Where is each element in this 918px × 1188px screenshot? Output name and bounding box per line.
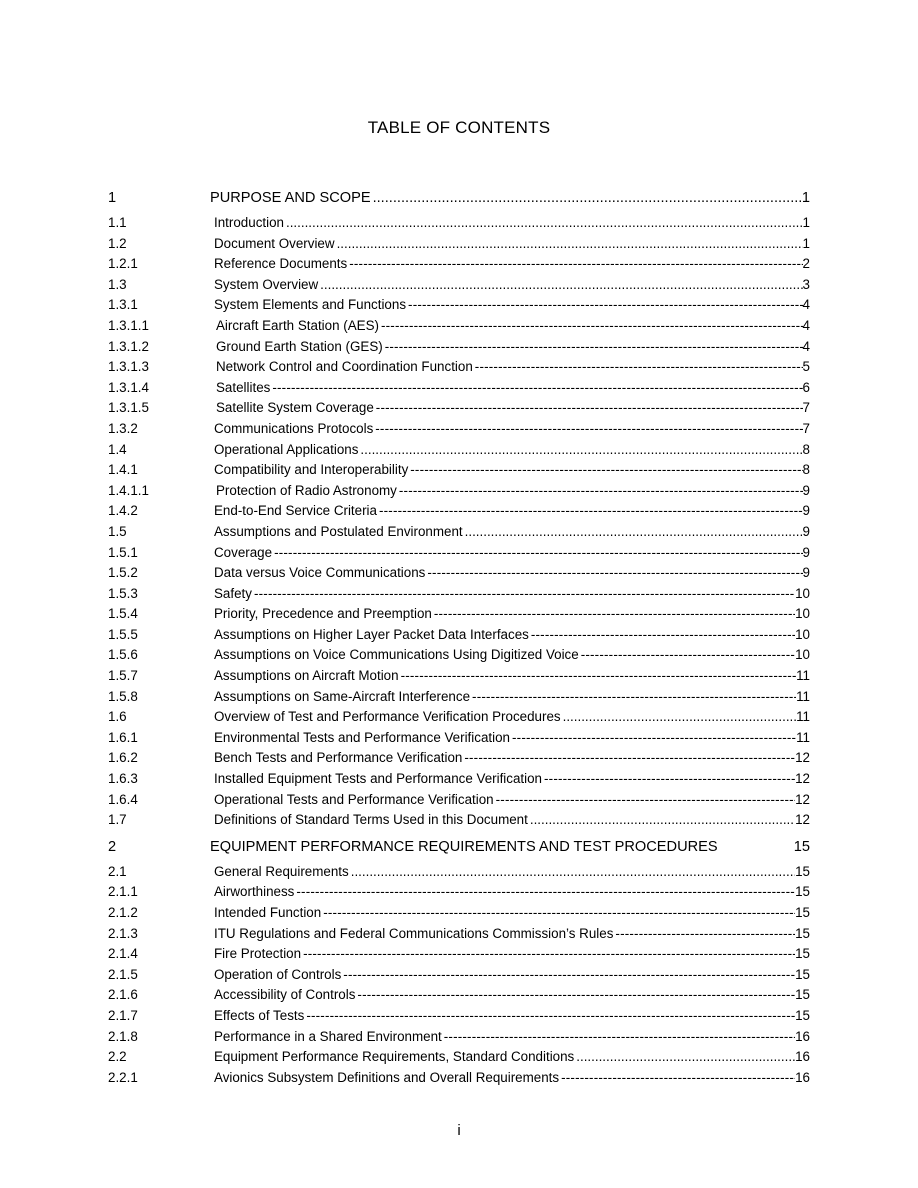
toc-entry-number: 2.1.3 <box>108 925 138 941</box>
toc-leader <box>399 481 803 502</box>
toc-entry[interactable] <box>108 1068 810 1089</box>
toc-entry-number: 1.3.1 <box>108 297 138 313</box>
toc-entry-number: 1.3.1.5 <box>108 400 149 416</box>
toc-entry-page: 15 <box>795 987 810 1003</box>
toc-entry-number: 1.4.2 <box>108 503 138 519</box>
toc-entry-title: Assumptions on Aircraft Motion <box>214 668 399 684</box>
toc-entry-number: 1.6.3 <box>108 771 138 787</box>
toc-entry-page: 1 <box>802 235 810 251</box>
toc-entry-title: Document Overview <box>214 235 335 251</box>
toc-entry[interactable] <box>108 563 810 584</box>
toc-entry[interactable] <box>108 481 810 502</box>
toc-entry-title: Environmental Tests and Performance Verification <box>214 729 510 745</box>
toc-leader <box>254 584 795 605</box>
toc-leader <box>444 1027 795 1048</box>
toc-entry[interactable] <box>108 965 810 986</box>
toc-entry[interactable] <box>108 833 810 861</box>
toc-entry-title: System Elements and Functions <box>214 297 407 313</box>
toc-leader <box>531 625 795 646</box>
toc-leader <box>349 254 802 275</box>
toc-entry-title: Protection of Radio Astronomy <box>216 482 397 498</box>
toc-entry[interactable] <box>108 316 810 337</box>
toc-leader <box>351 862 795 883</box>
toc-entry-page: 15 <box>795 925 810 941</box>
toc-entry-page: 15 <box>795 905 810 920</box>
toc-leader <box>475 357 803 378</box>
toc-entry-page: 11 <box>796 688 810 704</box>
toc-entry[interactable] <box>108 790 810 811</box>
toc-entry-page: 12 <box>795 812 810 828</box>
toc-entry-title: Airworthiness <box>214 884 295 900</box>
toc-entry-page: 1 <box>801 190 810 206</box>
toc-entry-title: End-to-End Service Criteria <box>214 503 377 519</box>
toc-entry-title: System Overview <box>214 276 319 292</box>
toc-entry[interactable] <box>108 810 810 831</box>
toc-entry[interactable] <box>108 184 810 212</box>
toc-leader <box>323 903 795 924</box>
toc-entry-title: ITU Regulations and Federal Communications Commission’s Rules <box>214 925 614 941</box>
toc-entry-page: 12 <box>795 791 810 807</box>
toc-leader <box>434 604 795 625</box>
toc-entry-number: 1.5.7 <box>108 668 138 684</box>
toc-entry-page: 3 <box>802 276 810 292</box>
page-number: i <box>457 1122 461 1139</box>
toc-entry-page: 11 <box>796 668 810 684</box>
toc-entry-title: Communications Protocols <box>214 420 374 436</box>
toc-entry-number: 1.6.1 <box>108 729 138 745</box>
toc-entry[interactable] <box>108 1006 810 1027</box>
toc-entry-number: 1.3.1.4 <box>108 379 149 395</box>
toc-entry-number: 1.7 <box>108 812 127 828</box>
toc-entry-title: Equipment Performance Requirements, Standard Conditions <box>214 1049 575 1065</box>
toc-entry-page: 7 <box>802 420 810 436</box>
toc-leader <box>286 213 803 234</box>
toc-entry-page: 9 <box>802 503 810 519</box>
toc-entry-number: 1.4.1.1 <box>108 482 149 498</box>
toc-entry[interactable] <box>108 460 810 481</box>
toc-leader <box>563 707 797 728</box>
toc-leader <box>410 460 802 481</box>
toc-entry-title: Definitions of Standard Terms Used in this Document <box>214 812 528 828</box>
toc-entry-page: 15 <box>795 1007 810 1023</box>
toc-leader <box>576 1047 795 1068</box>
toc-leader <box>401 666 797 687</box>
toc-entry-page: 16 <box>795 1069 810 1085</box>
toc-leader <box>530 810 795 831</box>
toc-entry-page: 12 <box>795 750 810 766</box>
toc-entry-title: Priority, Precedence and Preemption <box>214 606 432 622</box>
toc-entry-title: Avionics Subsystem Definitions and Overall Requirements <box>214 1069 560 1085</box>
toc-entry-page: 12 <box>795 771 810 787</box>
toc-entry-page: 1 <box>802 215 810 230</box>
toc-entry-number: 2.1.2 <box>108 905 138 920</box>
toc-entry-number: 1.2.1 <box>108 256 138 272</box>
toc-leader <box>272 378 802 399</box>
toc-entry[interactable] <box>108 213 810 234</box>
toc-entry-title: General Requirements <box>214 863 349 879</box>
toc-entry-number: 2.1.4 <box>108 946 138 962</box>
toc-entry-title: Operational Tests and Performance Verification <box>214 791 494 807</box>
toc-entry-title: Assumptions on Same-Aircraft Interference <box>214 688 471 704</box>
toc-entry-page: 6 <box>802 379 810 395</box>
toc-entry-page: 9 <box>802 544 810 560</box>
toc-entry-title: Installed Equipment Tests and Performance Verification <box>214 771 543 787</box>
toc-leader <box>373 184 802 212</box>
toc-leader <box>465 522 803 543</box>
toc-leader <box>408 295 803 316</box>
toc-entry-title: Satellite System Coverage <box>216 400 374 416</box>
page-title: TABLE OF CONTENTS <box>367 118 551 137</box>
toc-leader <box>496 790 795 811</box>
toc-entry[interactable] <box>108 1047 810 1068</box>
toc-entry-number: 1.4.1 <box>108 462 138 478</box>
toc-entry-title: Coverage <box>214 544 273 560</box>
toc-entry[interactable] <box>108 419 810 440</box>
toc-entry-page: 9 <box>802 565 810 581</box>
toc-entry-page: 15 <box>795 966 810 982</box>
toc-entry-page: 15 <box>795 946 810 962</box>
toc-entry[interactable] <box>108 924 810 945</box>
toc-entry[interactable] <box>108 398 810 419</box>
toc-entry-page: 10 <box>795 606 810 622</box>
toc-entry-number: 1.4 <box>108 441 127 457</box>
toc-entry-page: 15 <box>795 863 810 879</box>
toc-leader <box>512 728 796 749</box>
toc-entry[interactable] <box>108 707 810 728</box>
toc-entry[interactable] <box>108 666 810 687</box>
toc-entry[interactable] <box>108 903 810 924</box>
toc-entry-title: Assumptions and Postulated Environment <box>214 523 463 539</box>
toc-entry-page: 7 <box>802 400 810 416</box>
toc-entry-number: 1.5.6 <box>108 647 138 663</box>
toc-leader <box>337 234 803 255</box>
toc-entry-number: 1 <box>108 190 117 206</box>
toc-entry-number: 1.3.1.1 <box>108 317 149 333</box>
toc-entry[interactable] <box>108 687 810 708</box>
toc-entry-title: Introduction <box>214 215 284 230</box>
toc-entry[interactable] <box>108 337 810 358</box>
toc-entry-number: 1.5.2 <box>108 565 138 581</box>
toc-leader <box>581 645 795 666</box>
toc-entry-page: 9 <box>802 523 810 539</box>
toc-entry-number: 2.2.1 <box>108 1069 138 1085</box>
toc-entry[interactable] <box>108 234 810 255</box>
toc-entry-page: 2 <box>802 256 810 272</box>
toc-leader <box>381 316 803 337</box>
toc-entry-number: 1.5.3 <box>108 585 138 601</box>
toc-entry[interactable] <box>108 501 810 522</box>
toc-entry-title: Assumptions on Higher Layer Packet Data Interfaces <box>214 626 529 642</box>
toc-entry[interactable] <box>108 275 810 296</box>
toc-leader <box>385 337 803 358</box>
toc-entry[interactable] <box>108 625 810 646</box>
toc-leader <box>343 965 795 986</box>
toc-entry-number: 2.1.5 <box>108 966 138 982</box>
toc-entry-title: Accessibility of Controls <box>214 987 356 1003</box>
toc-entry-title: EQUIPMENT PERFORMANCE REQUIREMENTS AND TEST PROCEDURES <box>210 838 718 855</box>
toc-entry-title: Satellites <box>216 379 271 395</box>
toc-leader <box>464 748 795 769</box>
toc-entry-title: Intended Function <box>214 905 322 920</box>
toc-entry-page: 15 <box>793 838 810 855</box>
table-of-contents <box>108 184 810 1088</box>
toc-entry-title: Reference Documents <box>214 256 348 272</box>
toc-entry-number: 1.3.1.3 <box>108 359 149 375</box>
toc-entry[interactable] <box>108 769 810 790</box>
toc-leader <box>357 985 795 1006</box>
toc-leader <box>320 275 802 296</box>
toc-entry-number: 1.3.2 <box>108 420 138 436</box>
toc-entry-page: 16 <box>795 1049 810 1065</box>
toc-entry-number: 1.3.1.2 <box>108 338 149 354</box>
toc-entry-title: Fire Protection <box>214 946 302 962</box>
toc-entry-page: 8 <box>802 441 810 457</box>
toc-entry-number: 1.5.8 <box>108 688 138 704</box>
toc-entry-number: 2.1.6 <box>108 987 138 1003</box>
toc-entry-page: 15 <box>795 884 810 900</box>
toc-entry-number: 2 <box>108 838 117 855</box>
toc-leader <box>296 882 795 903</box>
toc-entry-page: 10 <box>795 585 810 601</box>
toc-entry-title: Assumptions on Voice Communications Using Digitized Voice <box>214 647 579 663</box>
toc-entry-page: 16 <box>795 1028 810 1044</box>
toc-entry-page: 8 <box>802 462 810 478</box>
toc-entry-title: Data versus Voice Communications <box>214 565 426 581</box>
toc-entry[interactable] <box>108 440 810 461</box>
toc-entry-page: 11 <box>796 729 810 745</box>
toc-leader <box>379 501 803 522</box>
toc-leader <box>375 419 802 440</box>
toc-entry-title: Ground Earth Station (GES) <box>216 338 383 354</box>
toc-leader <box>360 440 802 461</box>
toc-entry-title: PURPOSE AND SCOPE <box>210 190 371 206</box>
toc-entry-number: 1.5.4 <box>108 606 138 622</box>
toc-entry[interactable] <box>108 728 810 749</box>
toc-entry-number: 1.5 <box>108 523 127 539</box>
toc-entry[interactable] <box>108 604 810 625</box>
toc-entry[interactable] <box>108 862 810 883</box>
toc-entry-title: Performance in a Shared Environment <box>214 1028 442 1044</box>
toc-leader <box>472 687 796 708</box>
toc-entry-page: 5 <box>802 359 810 375</box>
toc-entry-page: 9 <box>802 482 810 498</box>
toc-entry-page: 11 <box>796 709 810 725</box>
toc-leader <box>306 1006 795 1027</box>
toc-entry-number: 1.6.4 <box>108 791 138 807</box>
toc-entry-title: Overview of Test and Performance Verification Procedures <box>214 709 561 725</box>
toc-entry-number: 2.1.8 <box>108 1028 138 1044</box>
toc-entry-number: 1.2 <box>108 235 127 251</box>
toc-entry-number: 2.1.1 <box>108 884 138 900</box>
toc-leader <box>427 563 802 584</box>
toc-entry-page: 4 <box>802 317 810 333</box>
toc-entry-title: Bench Tests and Performance Verification <box>214 750 463 766</box>
toc-leader <box>615 924 795 945</box>
toc-entry-title: Safety <box>214 585 252 601</box>
toc-entry-number: 1.6.2 <box>108 750 138 766</box>
toc-entry[interactable] <box>108 944 810 965</box>
toc-entry[interactable] <box>108 645 810 666</box>
toc-entry-number: 1.5.1 <box>108 544 138 560</box>
toc-entry-page: 10 <box>795 626 810 642</box>
toc-leader <box>274 543 802 564</box>
toc-entry-page: 4 <box>802 297 810 313</box>
toc-entry[interactable] <box>108 543 810 564</box>
toc-leader <box>561 1068 795 1089</box>
toc-leader <box>303 944 795 965</box>
toc-entry-title: Operation of Controls <box>214 966 342 982</box>
toc-entry[interactable] <box>108 254 810 275</box>
toc-entry[interactable] <box>108 584 810 605</box>
toc-leader <box>376 398 803 419</box>
toc-entry[interactable] <box>108 357 810 378</box>
toc-entry[interactable] <box>108 882 810 903</box>
toc-entry-number: 2.2 <box>108 1049 127 1065</box>
toc-entry-number: 2.1.7 <box>108 1007 138 1023</box>
toc-entry-title: Effects of Tests <box>214 1007 305 1023</box>
toc-entry[interactable] <box>108 522 810 543</box>
toc-entry-number: 1.6 <box>108 709 127 725</box>
toc-entry[interactable] <box>108 295 810 316</box>
toc-entry-page: 10 <box>795 647 810 663</box>
toc-leader <box>544 769 795 790</box>
toc-entry[interactable] <box>108 378 810 399</box>
toc-entry-number: 1.1 <box>108 215 127 230</box>
toc-entry-number: 2.1 <box>108 863 127 879</box>
toc-entry-title: Aircraft Earth Station (AES) <box>216 317 379 333</box>
toc-entry-number: 1.3 <box>108 276 127 292</box>
toc-entry-title: Compatibility and Interoperability <box>214 462 409 478</box>
toc-entry-title: Network Control and Coordination Function <box>216 359 473 375</box>
toc-entry-page: 4 <box>802 338 810 354</box>
toc-entry[interactable] <box>108 985 810 1006</box>
toc-entry-title: Operational Applications <box>214 441 359 457</box>
toc-entry[interactable] <box>108 748 810 769</box>
toc-entry-number: 1.5.5 <box>108 626 138 642</box>
toc-entry[interactable] <box>108 1027 810 1048</box>
